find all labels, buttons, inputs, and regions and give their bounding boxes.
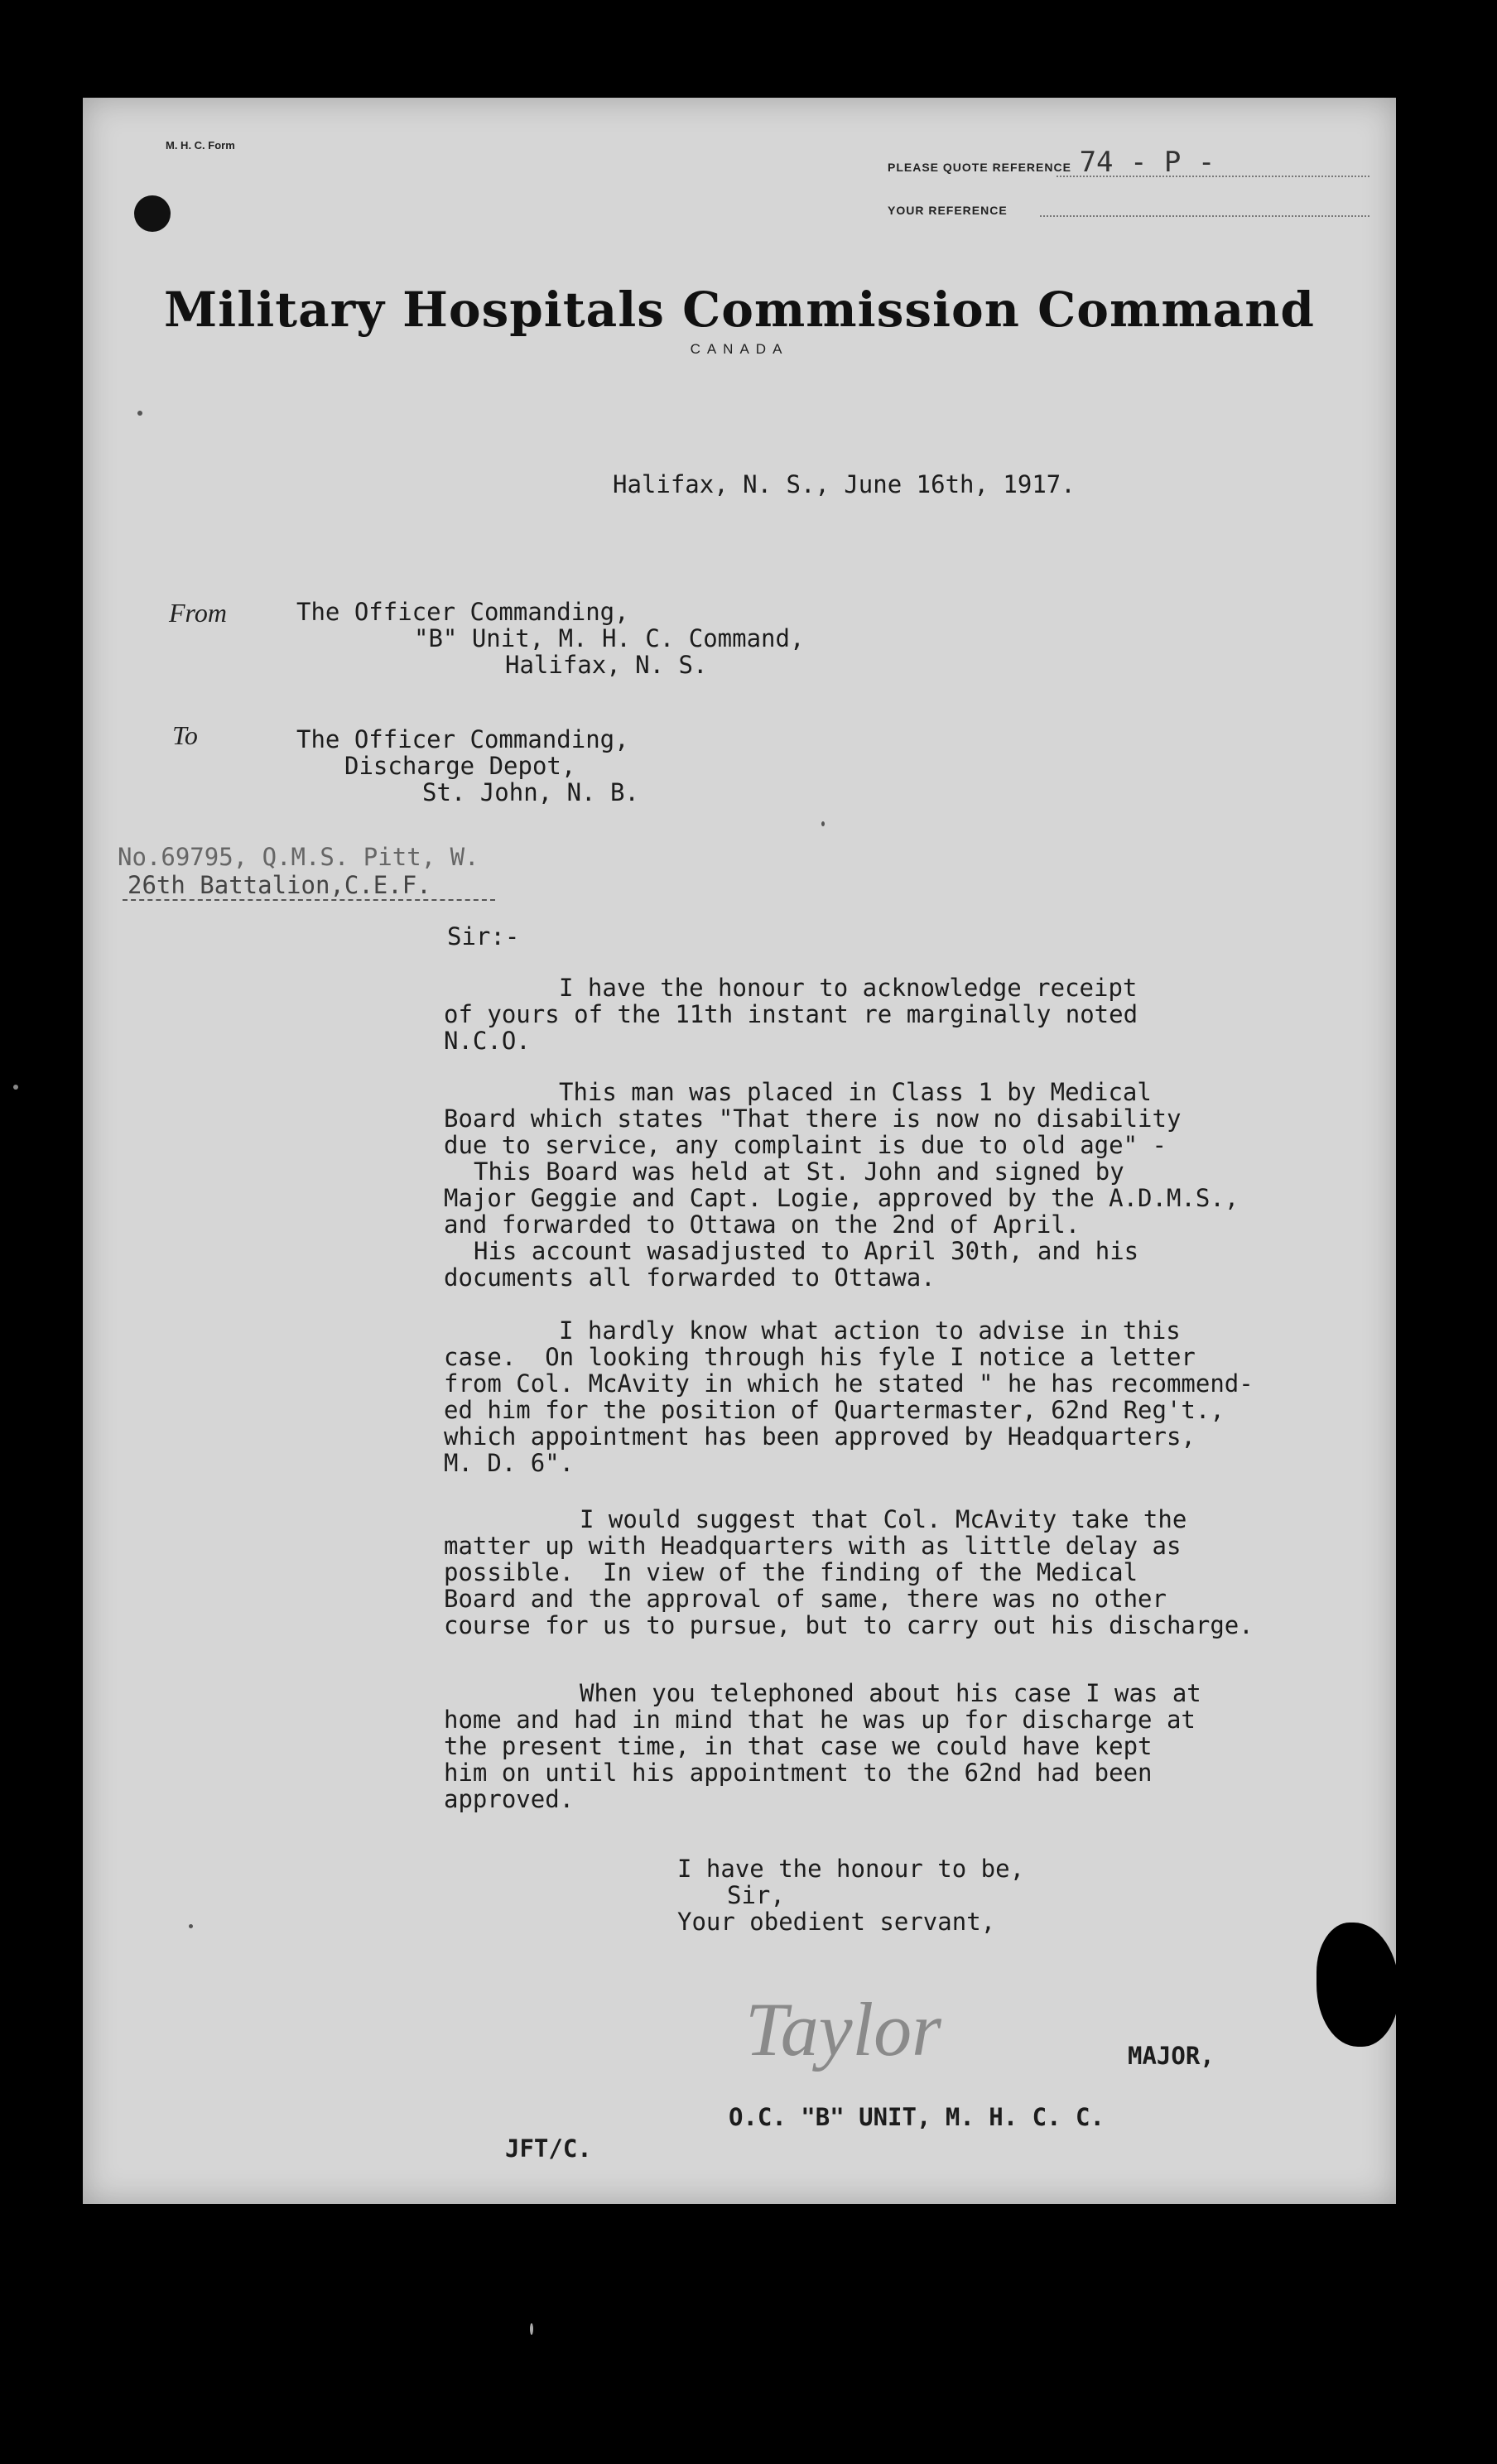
place-date: Halifax, N. S., June 16th, 1917. [613, 470, 1076, 498]
from-label: From [169, 598, 227, 628]
paper-speck [821, 821, 825, 826]
signature-rank: MAJOR, [1128, 2042, 1215, 2070]
body-p2-line-7: His account wasadjusted to April 30th, and his [474, 1237, 1139, 1265]
body-p4-line-4: Board and the approval of same, there was no other [444, 1585, 1167, 1613]
body-p4-line-2: matter up with Headquarters with as little delay as [444, 1532, 1182, 1560]
closing-line-2: Sir, [727, 1881, 785, 1909]
ink-blot [1316, 1923, 1399, 2047]
body-p3-line-3: from Col. McAvity in which he stated " he has recommend- [444, 1369, 1254, 1398]
to-line-3: St. John, N. B. [422, 778, 639, 806]
body-p4-line-5: course for us to pursue, but to carry out his discharge. [444, 1611, 1254, 1639]
letter-page [83, 98, 1396, 2204]
typist-initials: JFT/C. [505, 2134, 592, 2163]
salutation: Sir:- [447, 922, 520, 950]
from-line-3: Halifax, N. S. [505, 651, 708, 679]
body-p5-line-5: approved. [444, 1785, 575, 1813]
body-p5-line-2: home and had in mind that he was up for discharge at [444, 1706, 1196, 1734]
body-p4-line-1: I would suggest that Col. McAvity take the [580, 1505, 1187, 1533]
body-p3-line-2: case. On looking through his fyle I notice a letter [444, 1343, 1196, 1371]
body-p3-line-4: ed him for the position of Quartermaster, 62nd Reg't., [444, 1396, 1225, 1424]
body-p3-line-6: M. D. 6". [444, 1449, 575, 1477]
body-p2-line-1: This man was placed in Class 1 by Medical [559, 1078, 1152, 1106]
subject-line-1: No.69795, Q.M.S. Pitt, W. [118, 843, 479, 871]
body-p2-line-3: due to service, any complaint is due to old age" - [444, 1131, 1167, 1159]
from-line-1: The Officer Commanding, [296, 598, 629, 626]
closing-line-1: I have the honour to be, [677, 1855, 1025, 1883]
subject-line-2: 26th Battalion,C.E.F. [128, 871, 431, 899]
body-p5-line-1: When you telephoned about his case I was at [580, 1679, 1201, 1707]
form-id: M. H. C. Form [166, 139, 235, 152]
letterhead-title: Military Hospitals Commission Command [163, 282, 1315, 338]
body-p3-line-5: which appointment has been approved by Headquarters, [444, 1422, 1196, 1451]
body-p4-line-3: possible. In view of the finding of the Medical [444, 1558, 1138, 1586]
body-p2-line-4: This Board was held at St. John and signed by [474, 1157, 1124, 1186]
margin-speck [13, 1085, 18, 1090]
body-p2-line-6: and forwarded to Ottawa on the 2nd of April. [444, 1210, 1081, 1239]
to-line-2: Discharge Depot, [344, 752, 576, 780]
your-reference-label: YOUR REFERENCE [888, 204, 1008, 217]
punch-hole [134, 195, 171, 232]
to-line-1: The Officer Commanding, [296, 725, 629, 753]
body-p3-line-1: I hardly know what action to advise in this [559, 1316, 1181, 1345]
body-p1-line-2: of yours of the 11th instant re marginally noted [444, 1000, 1138, 1028]
handwritten-signature: Taylor [745, 1987, 941, 2072]
quote-reference-rule [1057, 176, 1369, 177]
margin-speck [530, 2323, 533, 2335]
body-p2-line-8: documents all forwarded to Ottawa. [444, 1263, 936, 1292]
subject-underline [123, 899, 495, 901]
your-reference-rule [1040, 215, 1369, 217]
body-p2-line-2: Board which states "That there is now no disability [444, 1104, 1182, 1133]
body-p1-line-3: N.C.O. [444, 1027, 531, 1055]
quote-reference [888, 146, 1374, 179]
closing-line-3: Your obedient servant, [677, 1908, 996, 1936]
body-p5-line-3: the present time, in that case we could have kept [444, 1732, 1153, 1760]
quote-reference-value: 74 - P - [1079, 146, 1215, 179]
letterhead-country: CANADA [690, 341, 789, 357]
from-line-2: "B" Unit, M. H. C. Command, [414, 624, 805, 652]
paper-speck [137, 411, 142, 416]
body-p5-line-4: him on until his appointment to the 62nd had been [444, 1759, 1153, 1787]
quote-reference-label: PLEASE QUOTE REFERENCE [888, 161, 1071, 174]
paper-speck [189, 1924, 193, 1928]
signature-title: O.C. "B" UNIT, M. H. C. C. [729, 2103, 1105, 2131]
to-label: To [172, 720, 198, 750]
body-p1-line-1: I have the honour to acknowledge receipt [559, 974, 1138, 1002]
body-p2-line-5: Major Geggie and Capt. Logie, approved by the A.D.M.S., [444, 1184, 1239, 1212]
